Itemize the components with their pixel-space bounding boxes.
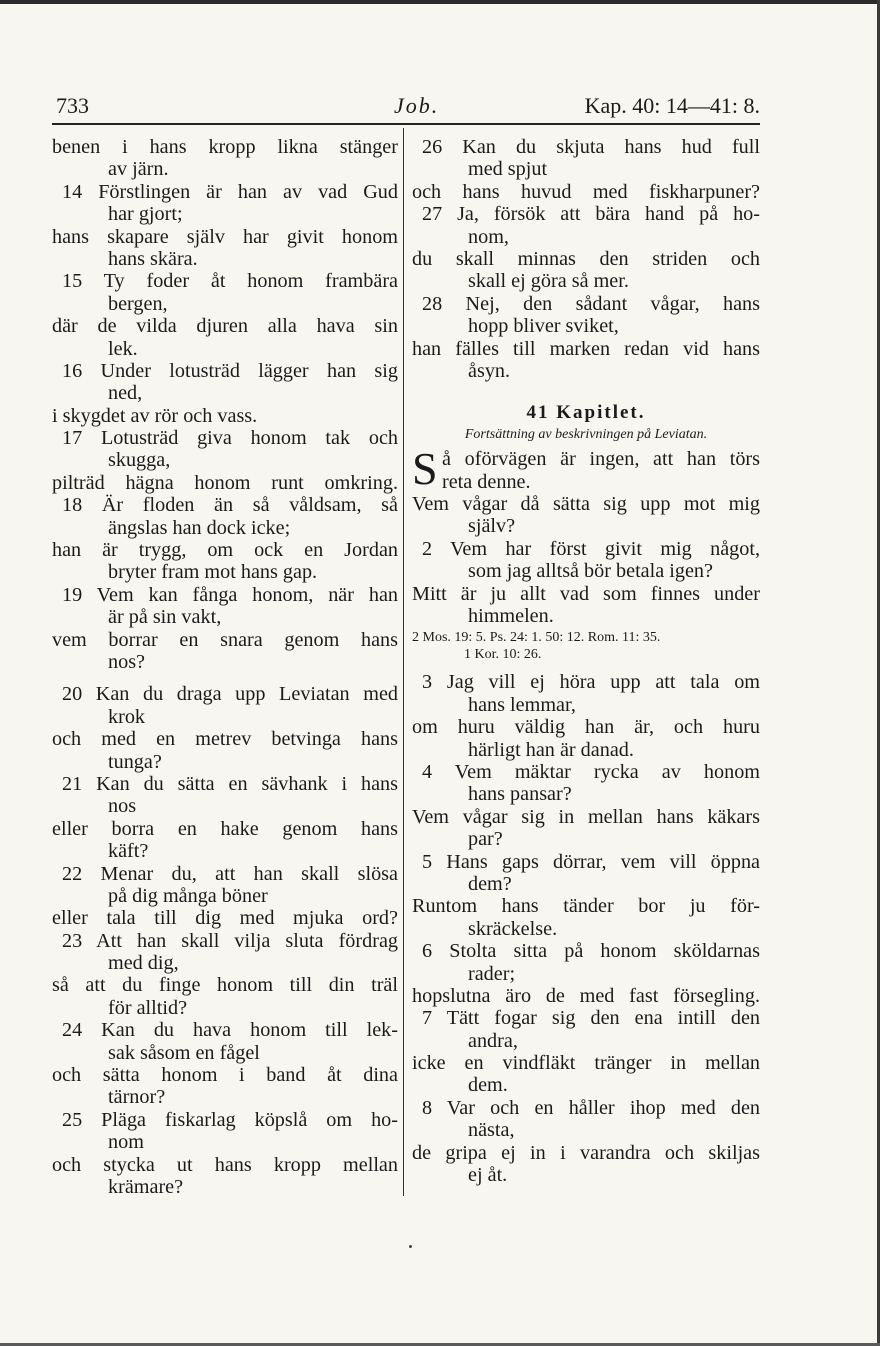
verse-line: 5 Hans gaps dörrar, vem vill öppna <box>422 850 760 873</box>
text-line: krämare? <box>108 1175 184 1198</box>
text-line: åsyn. <box>468 359 511 382</box>
drop-cap: S <box>412 443 438 495</box>
verse-line: 8 Var och en håller ihop med den <box>422 1096 760 1119</box>
column-divider <box>403 128 404 1196</box>
page-header <box>52 93 760 123</box>
text-line: hans pansar? <box>468 783 572 806</box>
chapter-reference: Kap. 40: 14—41: 8. <box>584 93 760 118</box>
text-line: skräckelse. <box>468 917 558 940</box>
text-line: lek. <box>108 337 138 360</box>
text-line: så att du finge honom till din träl <box>52 974 398 997</box>
verse-line: 23 Att han skall vilja sluta fördrag <box>62 929 398 952</box>
print-speck <box>409 1245 412 1248</box>
verse-line: 19 Vem kan fånga honom, när han <box>62 583 398 606</box>
text-line: ängslas han dock icke; <box>108 516 291 539</box>
text-line: ej åt. <box>468 1164 508 1187</box>
chapter-opening <box>412 443 760 495</box>
text-line: å oförvägen är ingen, att han törs <box>442 448 760 471</box>
text-line: vem borrar en snara genom hans <box>52 628 398 651</box>
cross-reference: 1 Kor. 10: 26. <box>464 647 542 663</box>
cross-reference: 2 Mos. 19: 5. Ps. 24: 1. 50: 12. Rom. 11: 35. <box>412 630 661 646</box>
verse-line: 24 Kan du hava honom till lek- <box>62 1019 398 1042</box>
verse-line: 28 Nej, den sådant vågar, hans <box>422 292 760 315</box>
text-line: pilträd hägna honom runt omkring. <box>52 471 398 494</box>
text-line: nos <box>108 795 137 818</box>
text-line: hopslutna äro de med fast försegling. <box>412 984 760 1007</box>
header-rule <box>52 123 760 125</box>
text-line: Runtom hans tänder bor ju för- <box>412 895 760 918</box>
text-line: och med en metrev betvinga hans <box>52 728 398 751</box>
verse-line: 16 Under lotusträd lägger han sig <box>62 359 398 382</box>
text-line: om huru väldig han är, och huru <box>412 716 760 739</box>
text-line: reta denne. <box>442 470 531 493</box>
text-line: hans lemmar, <box>468 693 576 716</box>
text-line: han fälles till marken redan vid hans <box>412 337 760 360</box>
text-line: tärnor? <box>108 1086 166 1109</box>
text-line: skugga, <box>108 449 171 472</box>
text-line: på dig många böner <box>108 884 268 907</box>
text-line: Vem vågar då sätta sig upp mot mig <box>412 493 760 516</box>
text-line: nästa, <box>468 1119 515 1142</box>
text-line: nom, <box>468 225 509 248</box>
text-line: tunga? <box>108 750 162 773</box>
text-line: han är trygg, om ock en Jordan <box>52 539 398 562</box>
verse-line: 25 Pläga fiskarlag köpslå om ho- <box>62 1108 398 1131</box>
verse-line: 4 Vem mäktar rycka av honom <box>422 760 760 783</box>
verse-line: 7 Tätt fogar sig den ena intill den <box>422 1007 760 1030</box>
chapter-subtitle: Fortsättning av beskrivningen på Leviatan. <box>464 427 708 443</box>
text-line: med dig, <box>108 952 179 975</box>
text-line: dem? <box>468 872 512 895</box>
verse-line: 2 Vem har först givit mig något, <box>422 537 760 560</box>
text-line: hans skapare själv har givit honom <box>52 225 398 248</box>
text-line: benen i hans kropp likna stänger <box>52 136 398 158</box>
right-column <box>412 136 760 1186</box>
text-line: nom <box>108 1131 144 1154</box>
verse-line: 22 Menar du, att han skall slösa <box>62 862 398 885</box>
text-line: käft? <box>108 840 149 863</box>
text-line: hopp bliver sviket, <box>468 315 619 338</box>
verse-line: 14 Förstlingen är han av vad Gud <box>62 180 398 203</box>
verse-line: 6 Stolta sitta på honom sköldarnas <box>422 940 760 963</box>
text-line: härligt han är danad. <box>468 738 634 761</box>
text-line: och stycka ut hans kropp mellan <box>52 1153 398 1176</box>
text-line: du skall minnas den striden och <box>412 247 760 270</box>
text-line: själv? <box>468 515 516 538</box>
text-line: skall ej göra så mer. <box>468 270 629 293</box>
text-line: eller borra en hake genom hans <box>52 817 398 840</box>
text-line: där de vilda djuren alla hava sin <box>52 315 398 338</box>
text-line: himmelen. <box>468 605 554 628</box>
text-line: Mitt är ju allt vad som finnes under <box>412 582 760 605</box>
text-line: eller tala till dig med mjuka ord? <box>52 907 398 930</box>
text-line: andra, <box>468 1029 518 1052</box>
verse-line: 26 Kan du skjuta hans hud full <box>422 136 760 158</box>
verse-line: 17 Lotusträd giva honom tak och <box>62 427 398 450</box>
text-line: bergen, <box>108 292 168 315</box>
text-line: i skygdet av rör och vass. <box>52 404 258 427</box>
text-line: har gjort; <box>108 203 183 226</box>
running-title: Job. <box>394 93 440 118</box>
text-line: för alltid? <box>108 996 188 1019</box>
text-line: och sätta honom i band åt dina <box>52 1064 398 1087</box>
text-line: rader; <box>468 962 516 985</box>
text-line: icke en vindfläkt tränger in mellan <box>412 1052 760 1075</box>
text-line: ned, <box>108 382 143 405</box>
text-line: sak såsom en fågel <box>108 1041 260 1064</box>
scan-edge-top <box>0 0 880 4</box>
text-line: är på sin vakt, <box>108 606 222 629</box>
chapter-heading: 41 Kapitlet. <box>526 402 646 424</box>
text-line: dem. <box>468 1074 508 1097</box>
text-line: krok <box>108 705 146 728</box>
text-line: med spjut <box>468 158 548 181</box>
left-column <box>52 136 398 1198</box>
page-number: 733 <box>56 93 89 118</box>
text-line: par? <box>468 828 503 851</box>
text-line: hans skära. <box>108 247 198 270</box>
verse-line: 20 Kan du draga upp Leviatan med <box>62 683 398 706</box>
text-line: Vem vågar sig in mellan hans käkars <box>412 805 760 828</box>
text-line: som jag alltså bör betala igen? <box>468 560 713 583</box>
text-line: av järn. <box>108 158 169 181</box>
verse-line: 15 Ty foder åt honom frambära <box>62 270 398 293</box>
text-line: bryter fram mot hans gap. <box>108 561 318 584</box>
verse-line: 18 Är floden än så våldsam, så <box>62 494 398 517</box>
text-line: och hans huvud med fiskharpuner? <box>412 180 760 203</box>
text-line: de gripa ej in i varandra och skiljas <box>412 1141 760 1164</box>
verse-line: 3 Jag vill ej höra upp att tala om <box>422 671 760 694</box>
text-line: nos? <box>108 650 146 673</box>
verse-line: 21 Kan du sätta en sävhank i hans <box>62 772 398 795</box>
verse-line: 27 Ja, försök att bära hand på ho- <box>422 203 760 226</box>
